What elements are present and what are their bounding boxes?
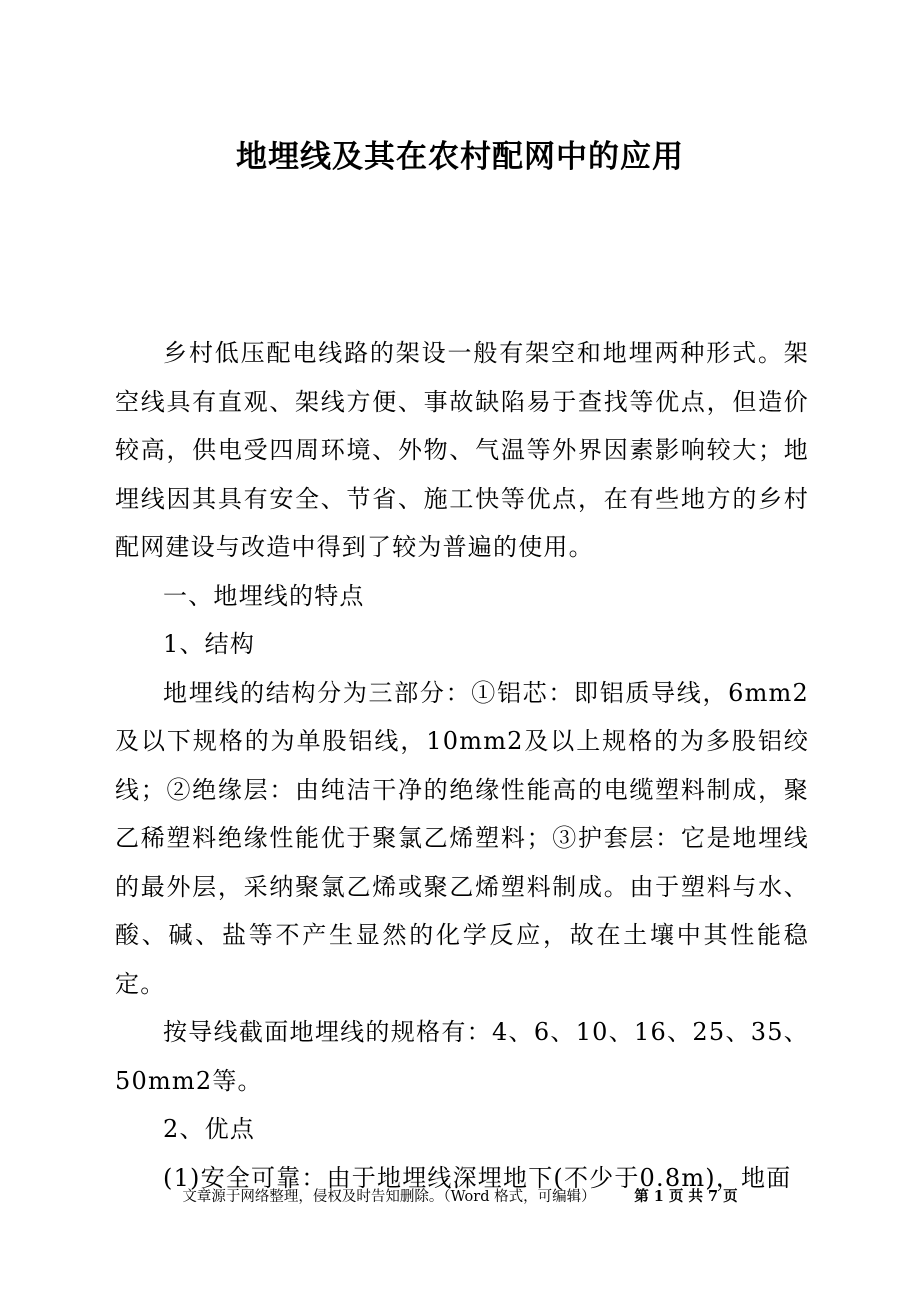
page-number: 第 1 页 共 7 页 (634, 1188, 738, 1205)
paragraph-specifications: 按导线截面地埋线的规格有：4、6、10、16、25、35、50mm2等。 (115, 1018, 809, 1095)
section-heading-features: 一、地埋线的特点 (163, 581, 365, 610)
subsection-heading-advantages: 2、优点 (163, 1115, 256, 1143)
page-footer (0, 1186, 920, 1208)
footer-note: 文章源于网络整理，侵权及时告知删除。（Word 格式，可编辑） (182, 1189, 596, 1205)
subsection-heading-structure: 1、结构 (163, 630, 256, 658)
document-title: 地埋线及其在农村配网中的应用 (236, 139, 684, 175)
document-body (115, 329, 809, 1202)
paragraph-intro: 乡村低压配电线路的架设一般有架空和地埋两种形式。架空线具有直观、架线方便、事故缺陷易于查找等优点，但造价较高，供电受四周环境、外物、气温等外界因素影响较大；地埋线因其具有安全、节省、施工快等优点，在有些地方的乡村配网建设与改造中得到了较为普遍的使用。 (115, 339, 809, 561)
paragraph-structure: 地埋线的结构分为三部分：①铝芯：即铝质导线，6mm2及以下规格的为单股铝线，10mm2及以上规格的为多股铝绞线；②绝缘层：由纯洁干净的绝缘性能高的电缆塑料制成，聚乙稀塑料绝缘性能优于聚氯乙烯塑料；③护套层：它是地埋线的最外层，采纳聚氯乙烯或聚乙烯塑料制成。由于塑料与水、酸、碱、盐等不产生显然的化学反应，故在土壤中其性能稳定。 (115, 678, 809, 998)
paragraph-safety: (1)安全可靠：由于地埋线深埋地下(不少于0.8m)，地面 (163, 1163, 792, 1192)
